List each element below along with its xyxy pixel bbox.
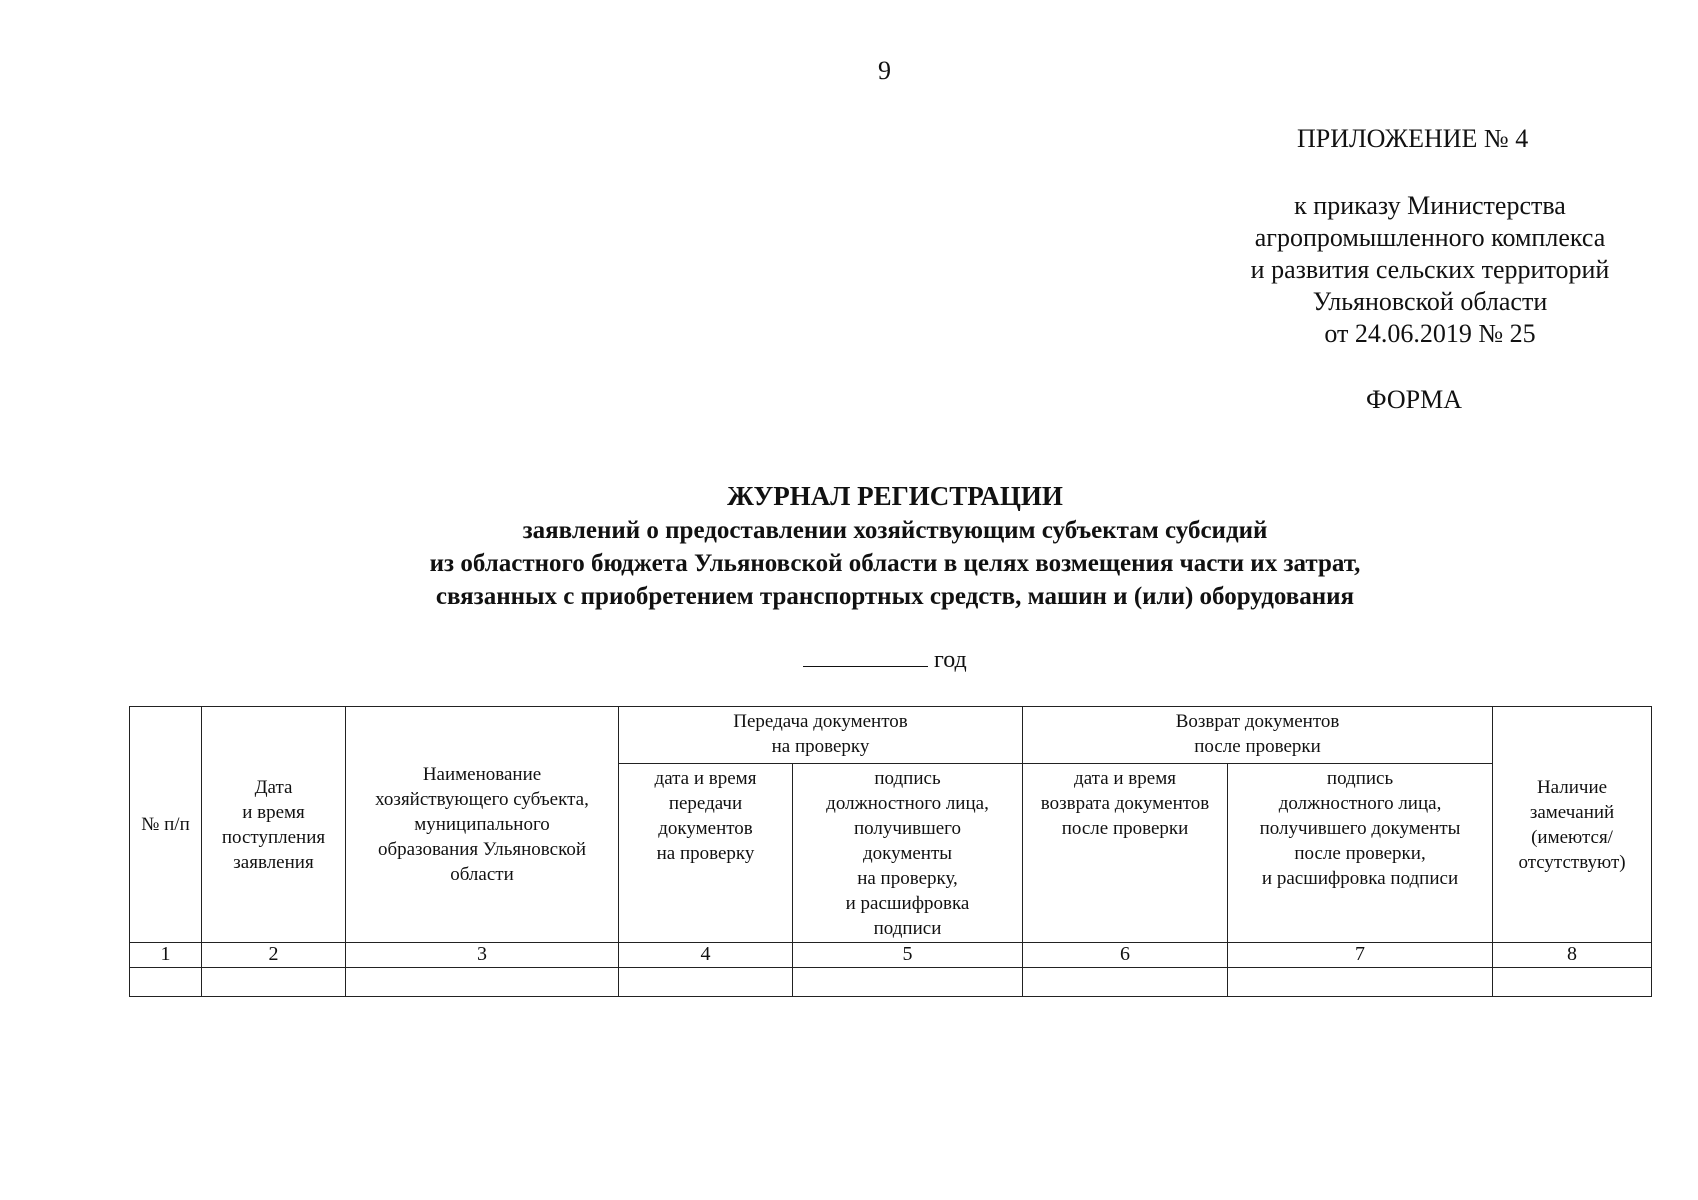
empty-cell	[130, 968, 202, 997]
column-number-row	[130, 943, 1652, 968]
page-number: 9	[878, 56, 891, 85]
header-entity-name	[346, 707, 619, 943]
header-text: Наименование хозяйствующего субъекта, муниципального образования Ульяновской области	[375, 764, 589, 885]
header-text: Наличие замечаний (имеются/ отсутствуют)	[1518, 776, 1626, 873]
year-line	[803, 644, 967, 674]
appendix-title: ПРИЛОЖЕНИЕ № 4	[1297, 124, 1529, 153]
journal-subtitle-line: заявлений о предоставлении хозяйствующим субъектам субсидий	[522, 517, 1268, 544]
order-reference	[1210, 190, 1650, 350]
journal-subtitle-line: из областного бюджета Ульяновской области в целях возмещения части их затрат,	[429, 550, 1361, 577]
header-transfer-signature	[793, 764, 1023, 943]
registration-journal-table	[129, 706, 1652, 997]
header-group-transfer	[619, 707, 1023, 764]
header-text: дата и время передачи документов на проверку	[654, 768, 757, 864]
header-remarks	[1493, 707, 1652, 943]
order-line: агропромышленного комплекса	[1254, 223, 1606, 252]
header-received-datetime	[202, 707, 346, 943]
form-label: ФОРМА	[1366, 385, 1462, 414]
empty-cell	[793, 968, 1023, 997]
table-header-row	[130, 707, 1652, 764]
header-transfer-datetime	[619, 764, 793, 943]
journal-subtitle-line: связанных с приобретением транспортных средств, машин и (или) оборудования	[435, 583, 1355, 610]
column-number: 5	[793, 943, 1023, 968]
empty-cell	[1023, 968, 1228, 997]
header-text: подпись должностного лица, получившего документы на проверку, и расшифровка подписи	[826, 768, 989, 939]
order-line: и развития сельских территорий	[1250, 255, 1610, 284]
header-group-return	[1023, 707, 1493, 764]
header-row-number	[130, 707, 202, 943]
header-text: дата и время возврата документов после проверки	[1040, 768, 1210, 839]
header-text: Передача документов на проверку	[733, 711, 908, 757]
journal-title: ЖУРНАЛ РЕГИСТРАЦИИ	[727, 481, 1063, 511]
empty-cell	[202, 968, 346, 997]
order-line: к приказу Министерства	[1294, 191, 1566, 220]
header-text: Дата и время поступления заявления	[221, 776, 326, 873]
header-return-datetime	[1023, 764, 1228, 943]
column-number: 7	[1228, 943, 1493, 968]
column-number: 1	[130, 943, 202, 968]
journal-heading	[250, 478, 1540, 613]
header-text: подпись должностного лица, получившего документы после проверки, и расшифровка подписи	[1259, 768, 1461, 889]
header-text: Возврат документов после проверки	[1175, 711, 1340, 757]
empty-cell	[1228, 968, 1493, 997]
empty-cell	[1493, 968, 1652, 997]
header-text: № п/п	[141, 814, 190, 835]
empty-cell	[619, 968, 793, 997]
year-blank	[803, 644, 928, 667]
table-row	[130, 968, 1652, 997]
column-number: 6	[1023, 943, 1228, 968]
year-suffix: год	[934, 647, 967, 673]
column-number: 2	[202, 943, 346, 968]
column-number: 4	[619, 943, 793, 968]
empty-cell	[346, 968, 619, 997]
column-number: 8	[1493, 943, 1652, 968]
header-return-signature	[1228, 764, 1493, 943]
order-line: от 24.06.2019 № 25	[1324, 319, 1536, 348]
order-line: Ульяновской области	[1312, 287, 1548, 316]
column-number: 3	[346, 943, 619, 968]
